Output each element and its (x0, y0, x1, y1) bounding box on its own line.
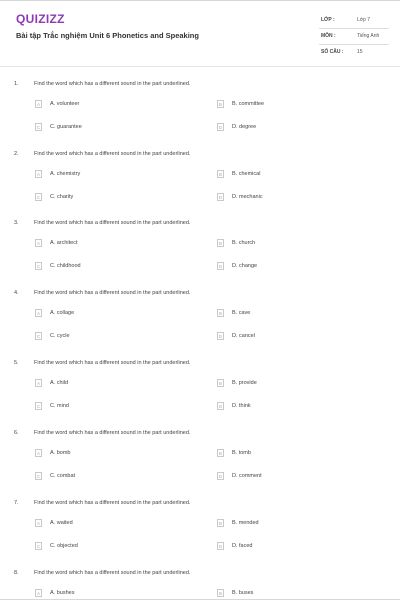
option-letter-box: B (218, 591, 222, 596)
option-text: D. degree (232, 124, 257, 130)
option-letter-box: D (218, 264, 223, 269)
page-title: Bài tập Trắc nghiệm Unit 6 Phonetics and Speaking (16, 31, 199, 40)
option-letter-box: C (36, 125, 41, 130)
option-letter-box: D (218, 474, 223, 479)
meta-label: MÔN : (321, 33, 336, 39)
option-text: C. objected (50, 543, 78, 549)
option-text: C. charity (50, 194, 74, 200)
option-letter-box: C (36, 195, 41, 200)
option-letter-box: D (218, 195, 223, 200)
question-text: Find the word which has a different sound in the part underlined. (34, 570, 191, 576)
option-text: C. guarantee (50, 124, 82, 130)
question-4 (0, 290, 400, 360)
question-number: 3. (14, 220, 19, 226)
option-text: A. bomb (50, 450, 71, 456)
option-text: B. chemical (232, 171, 261, 177)
option-text: A. bushes (50, 590, 75, 596)
option-letter-box: D (218, 404, 223, 409)
quizizz-logo: QUIZIZZ (16, 12, 65, 26)
meta-value: Tiếng Anh (357, 33, 380, 39)
option-letter-box: A (36, 241, 40, 246)
option-text: B. tomb (232, 450, 251, 456)
option-letter-box: A (36, 172, 40, 177)
option-letter-box: C (36, 404, 41, 409)
option-text: A. collage (50, 310, 75, 316)
question-number: 2. (14, 151, 19, 157)
option-letter-box: C (36, 334, 41, 339)
meta-value: Lớp 7 (357, 17, 371, 23)
question-number: 8. (14, 570, 19, 576)
option-text: A. waited (50, 520, 73, 526)
option-letter-box: B (218, 102, 222, 107)
option-text: A. architect (50, 240, 78, 246)
option-text: A. child (50, 380, 69, 386)
option-letter-box: A (36, 591, 40, 596)
question-text: Find the word which has a different sound in the part underlined. (34, 290, 191, 296)
question-3 (0, 220, 400, 290)
option-text: B. cave (232, 310, 251, 316)
option-text: A. volunteer (50, 101, 80, 107)
meta-row-subject (319, 29, 389, 45)
question-text: Find the word which has a different sound in the part underlined. (34, 430, 191, 436)
question-number: 4. (14, 290, 19, 296)
option-text: D. mechanic (232, 194, 263, 200)
option-letter-box: B (218, 381, 222, 386)
question-text: Find the word which has a different sound in the part underlined. (34, 81, 191, 87)
option-letter-box: B (218, 521, 222, 526)
question-6 (0, 430, 400, 500)
option-letter-box: D (218, 125, 223, 130)
option-text: B. church (232, 240, 256, 246)
meta-label: SỐ CÂU : (321, 49, 344, 55)
option-letter-box: B (218, 311, 222, 316)
option-letter-box: C (36, 474, 41, 479)
option-text: B. buses (232, 590, 254, 596)
question-text: Find the word which has a different sound in the part underlined. (34, 151, 191, 157)
question-number: 5. (14, 360, 19, 366)
header-divider (0, 66, 400, 67)
option-text: D. faced (232, 543, 253, 549)
option-letter-box: A (36, 311, 40, 316)
question-text: Find the word which has a different sound in the part underlined. (34, 360, 191, 366)
option-text: B. mended (232, 520, 259, 526)
option-letter-box: C (36, 544, 41, 549)
question-5 (0, 360, 400, 430)
question-1 (0, 81, 400, 151)
question-7 (0, 500, 400, 570)
option-letter-box: A (36, 102, 40, 107)
option-letter-box: B (218, 241, 222, 246)
option-letter-box: D (218, 544, 223, 549)
question-8 (0, 570, 400, 600)
top-border (0, 0, 400, 1)
option-text: C. mind (50, 403, 69, 409)
option-text: D. think (232, 403, 251, 409)
meta-row-grade (319, 13, 389, 29)
question-text: Find the word which has a different sound in the part underlined. (34, 220, 191, 226)
option-letter-box: A (36, 521, 40, 526)
option-letter-box: C (36, 264, 41, 269)
option-text: B. provide (232, 380, 257, 386)
meta-value: 15 (357, 49, 363, 55)
option-text: D. change (232, 263, 258, 269)
option-text: D. comment (232, 473, 262, 479)
option-text: C. childhood (50, 263, 81, 269)
option-text: A. chemistry (50, 171, 81, 177)
option-text: D. cancel (232, 333, 255, 339)
question-2 (0, 151, 400, 221)
option-letter-box: D (218, 334, 223, 339)
option-letter-box: A (36, 451, 40, 456)
option-text: B. committee (232, 101, 265, 107)
meta-table (319, 13, 389, 60)
option-text: C. cycle (50, 333, 70, 339)
meta-label: LỚP : (321, 17, 335, 23)
option-letter-box: A (36, 381, 40, 386)
question-number: 7. (14, 500, 19, 506)
question-number: 1. (14, 81, 19, 87)
option-text: C. combat (50, 473, 76, 479)
option-letter-box: B (218, 172, 222, 177)
question-text: Find the word which has a different sound in the part underlined. (34, 500, 191, 506)
option-letter-box: B (218, 451, 222, 456)
meta-row-count (319, 45, 389, 60)
question-number: 6. (14, 430, 19, 436)
